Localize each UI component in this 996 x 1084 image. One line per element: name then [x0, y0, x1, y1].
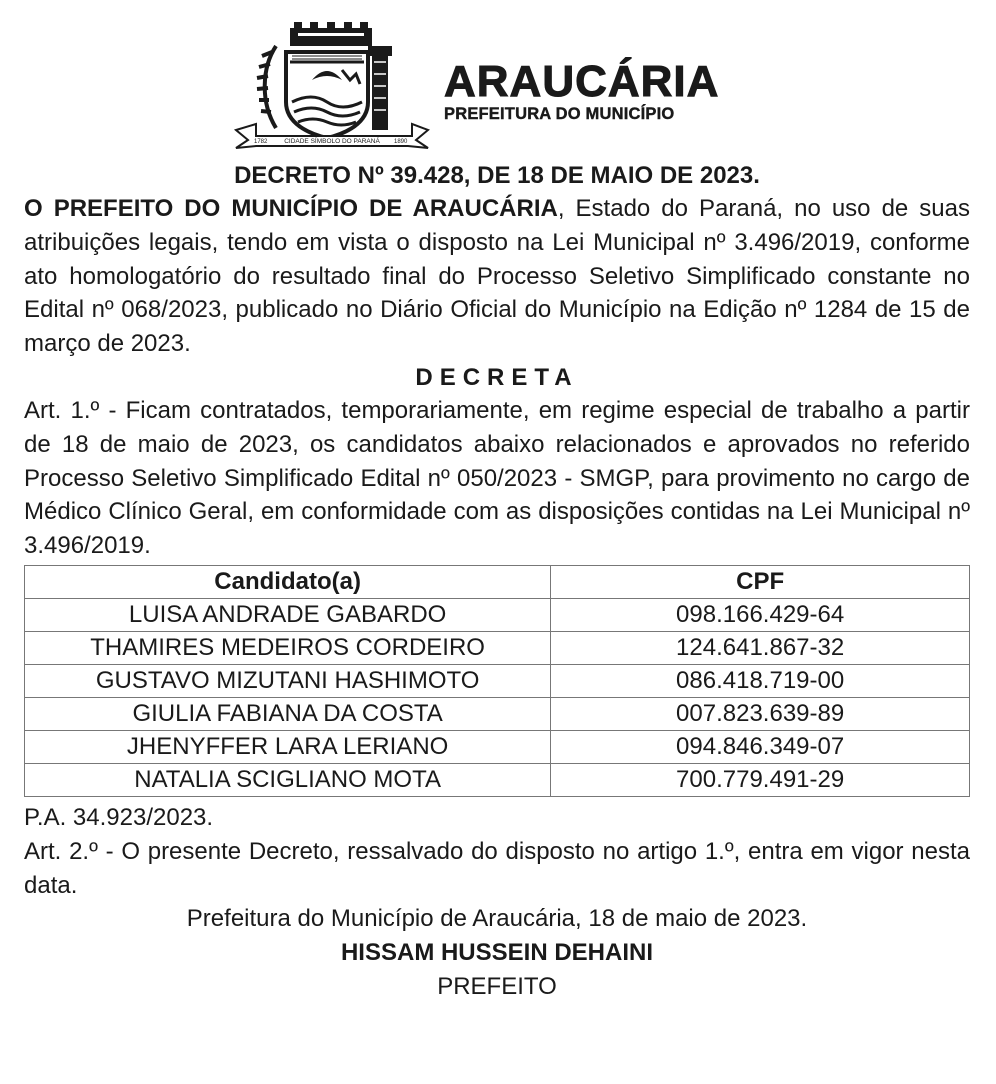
table-row — [25, 697, 970, 730]
letterhead — [24, 0, 970, 160]
candidates-table — [24, 565, 970, 797]
candidate-name: LUISA ANDRADE GABARDO — [25, 598, 551, 631]
brand-name: ARAUCÁRIA — [444, 57, 720, 106]
process-number: P.A. 34.923/2023. — [24, 803, 214, 831]
seal-year-left: 1782 — [254, 139, 268, 145]
table-row — [25, 598, 970, 631]
candidate-name: GIULIA FABIANA DA COSTA — [25, 697, 551, 730]
candidate-name: NATALIA SCIGLIANO MOTA — [25, 763, 551, 796]
candidate-name: JHENYFFER LARA LERIANO — [25, 730, 551, 763]
signer-name: HISSAM HUSSEIN DEHAINI — [340, 939, 654, 967]
preamble-paragraph — [24, 192, 970, 361]
table-row — [25, 631, 970, 664]
table-row — [25, 763, 970, 796]
brand-subtitle: PREFEITURA DO MUNICÍPIO — [444, 105, 675, 123]
article-1: Art. 1.º - Ficam contratados, temporariamente, em regime especial de trabalho a partir de 18 de maio de 2023, os candidatos abaixo relacionados e aprovados no referido Processo Seletivo Simplificado Edital nº 050/2023 - SMGP, para provimento no cargo de Médico Clínico Geral, em conformidade com as disposições contidas na Lei Municipal nº 3.496/2019. — [24, 396, 970, 560]
decree-title: DECRETO Nº 39.428, DE 18 DE MAIO DE 2023. — [234, 162, 760, 189]
decree-document — [24, 0, 970, 1004]
seal-ribbon-text: CIDADE SÍMBOLO DO PARANÁ — [284, 138, 380, 145]
column-header-cpf: CPF — [551, 565, 970, 598]
column-header-candidate: Candidato(a) — [25, 565, 551, 598]
table-row — [25, 664, 970, 697]
preamble-text: , Estado do Paraná, no uso de suas atribuições legais, tendo em vista o disposto na Lei Municipal nº 3.496/2019, conforme ato homologatório do resultado final do Processo Seletivo Simplificado constante no Edital nº 068/2023, publicado no Diário Oficial do Município na Edição nº 1284 de 15 de março de 2023. — [24, 195, 970, 358]
place-and-date: Prefeitura do Município de Araucária, 18 de maio de 2023. — [186, 905, 808, 933]
candidate-cpf: 700.779.491-29 — [551, 763, 970, 796]
candidate-cpf: 086.418.719-00 — [551, 664, 970, 697]
candidate-cpf: 098.166.429-64 — [551, 598, 970, 631]
coat-of-arms-icon — [232, 22, 432, 150]
candidate-cpf: 007.823.639-89 — [551, 697, 970, 730]
candidate-cpf: 124.641.867-32 — [551, 631, 970, 664]
candidate-name: THAMIRES MEDEIROS CORDEIRO — [25, 631, 551, 664]
preamble-authority: O PREFEITO DO MUNICÍPIO DE ARAUCÁRIA — [24, 195, 558, 222]
table-header-row — [25, 565, 970, 598]
table-row — [25, 730, 970, 763]
candidate-cpf: 094.846.349-07 — [551, 730, 970, 763]
article-2: Art. 2.º - O presente Decreto, ressalvado do disposto no artigo 1.º, entra em vigor nesta data. — [24, 837, 970, 899]
decreta-heading: DECRETA — [415, 363, 579, 391]
seal-year-right: 1890 — [394, 139, 408, 145]
signer-title: PREFEITO — [437, 973, 557, 1001]
municipality-brand — [444, 57, 720, 123]
candidate-name: GUSTAVO MIZUTANI HASHIMOTO — [25, 664, 551, 697]
